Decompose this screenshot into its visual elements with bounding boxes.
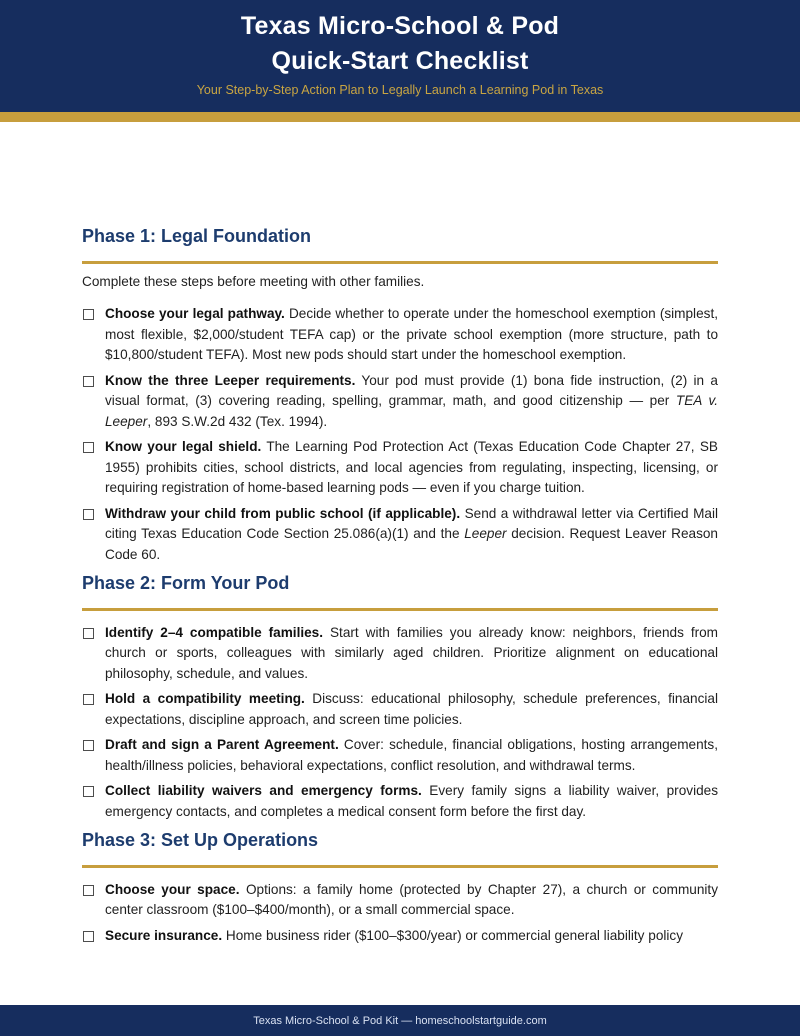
checklist-item-text: Know the three Leeper requirements. Your pod must provide (1) bona fide instruction, (2) in a visual format, (3) covering reading, spelling, grammar, math, and good citizenship — per TEA v. Leeper, 893 S.W.2d 432 (Tex. 1994).: [105, 372, 719, 429]
checklist-item: [82, 781, 718, 822]
checkbox[interactable]: [83, 694, 94, 705]
checklist-item: [82, 304, 718, 366]
checkbox[interactable]: [83, 442, 94, 453]
checklist-item-label: Know your legal shield.: [105, 439, 262, 454]
checklist-item-label: Withdraw your child from public school (if applicable).: [105, 505, 461, 521]
checkbox[interactable]: [83, 885, 94, 896]
checklist-item-text: Identify 2–4 compatible families. Start with families you already know: neighbors, friends from church or sports, colleagues with similarly aged children. Prioritize alignment on educational philosophy, schedule, and values.: [105, 624, 719, 681]
checklist-item: [82, 504, 718, 566]
checklist-item-label: Choose your space.: [105, 881, 240, 897]
checklist-item: [82, 735, 718, 776]
checklist-item: [82, 689, 718, 730]
checklist-item-text: Choose your legal pathway. Decide whether to operate under the homeschool exemption (simplest, most flexible, $2,000/student TEFA cap) or the private school exemption (more structure, path to $10,800/student TEFA). Most new pods should start under the homeschool exemption.: [105, 306, 718, 362]
phase-section: [82, 571, 718, 822]
document-subtitle: Your Step-by-Step Action Plan to Legally Launch a Learning Pod in Texas: [196, 83, 604, 97]
checklist: [82, 623, 718, 823]
checklist-item: [82, 623, 718, 685]
checklist-item-text: Secure insurance. Home business rider ($100–$300/year) or commercial general liability policy: [105, 927, 684, 943]
checklist-item: [82, 880, 718, 921]
title-line-2: Quick-Start Checklist: [271, 47, 529, 75]
checklist-item-label: Hold a compatibility meeting.: [105, 691, 305, 706]
section-divider: [82, 608, 718, 611]
checkbox[interactable]: [83, 786, 94, 797]
footer-text: Texas Micro-School & Pod Kit — homeschoolstartguide.com: [253, 1014, 547, 1027]
checklist-item-text: Withdraw your child from public school (if applicable). Send a withdrawal letter via Certified Mail citing Texas Education Code Section 25.086(a)(1) and the Leeper decision. Request Leaver Reason Code 60.: [105, 505, 718, 562]
section-intro: Complete these steps before meeting with other families.: [82, 273, 425, 289]
checklist-item-text: Draft and sign a Parent Agreement. Cover: schedule, financial obligations, hosting arrangements, health/illness policies, behavioral expectations, conflict resolution, and withdrawal terms.: [105, 737, 718, 773]
checklist-item: [82, 437, 718, 499]
document-header: [0, 0, 800, 112]
title-line-1: Texas Micro-School & Pod: [240, 12, 560, 40]
checklist: [82, 304, 718, 565]
sections-container: [82, 224, 718, 946]
checklist-item: [82, 371, 718, 433]
document-title: [0, 9, 800, 79]
document-footer: [0, 1005, 800, 1036]
section-divider: [82, 865, 718, 868]
checkbox[interactable]: [83, 628, 94, 639]
checklist-item-label: Know the three Leeper requirements.: [105, 372, 356, 388]
checklist-body: [0, 224, 800, 946]
phase-section: [82, 828, 718, 946]
checkbox[interactable]: [83, 740, 94, 751]
checklist-item-text: Collect liability waivers and emergency forms. Every family signs a liability waiver, provides emergency contacts, and completes a medical consent form before the first day.: [105, 783, 719, 819]
checklist-item-label: Collect liability waivers and emergency forms.: [105, 783, 422, 798]
phase-heading: Phase 3: Set Up Operations: [82, 830, 319, 850]
checkbox[interactable]: [83, 509, 94, 520]
checklist-item-text: Know your legal shield. The Learning Pod Protection Act (Texas Education Code Chapter 27, SB 1955) prohibits cities, school districts, and local agencies from regulating, inspecting, licensing, or requiring registration of home-based learning pods — even if you charge tuition.: [105, 439, 718, 495]
checkbox[interactable]: [83, 309, 94, 320]
section-divider: [82, 261, 718, 264]
checklist-item-label: Draft and sign a Parent Agreement.: [105, 737, 339, 752]
checklist-item-label: Identify 2–4 compatible families.: [105, 624, 324, 640]
checklist-item-label: Secure insurance.: [105, 927, 223, 943]
checklist-item-label: Choose your legal pathway.: [105, 306, 285, 321]
checkbox[interactable]: [83, 931, 94, 942]
gold-accent-bar: [0, 112, 800, 122]
checkbox[interactable]: [83, 376, 94, 387]
phase-heading: Phase 1: Legal Foundation: [82, 226, 312, 246]
phase-heading: Phase 2: Form Your Pod: [82, 573, 290, 593]
checklist-item: [82, 926, 718, 947]
checklist: [82, 880, 718, 947]
checklist-item-text: Hold a compatibility meeting. Discuss: educational philosophy, schedule preferences, financial expectations, discipline approach, and screen time policies.: [105, 691, 718, 727]
checklist-item-text: Choose your space. Options: a family home (protected by Chapter 27), a church or community center classroom ($100–$400/month), or a small commercial space.: [105, 881, 718, 917]
phase-section: [82, 224, 718, 565]
